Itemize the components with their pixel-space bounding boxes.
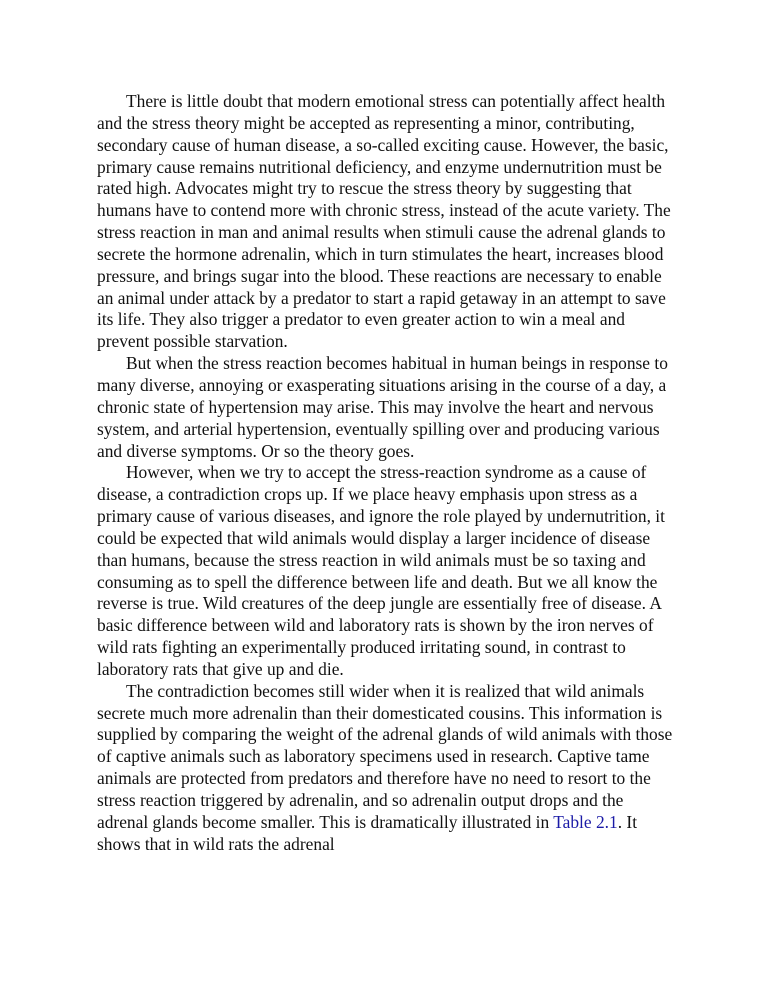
document-page <box>97 91 677 856</box>
table-2-1-link[interactable]: Table 2.1 <box>553 811 618 832</box>
paragraph-4-text-end: . It shows that in wild rats the adrenal <box>97 811 638 854</box>
paragraph-4 <box>97 681 677 856</box>
paragraph-1: There is little doubt that modern emotional stress can potentially affect health and the stress theory might be accepted as representing a minor, contributing, secondary cause of human disease, a so-called exciting cause. However, the basic, primary cause remains nutritional deficiency, and enzyme undernutrition must be rated high. Advocates might try to rescue the stress theory by suggesting that humans have to contend more with chronic stress, instead of the acute variety. The stress reaction in man and animal results when stimuli cause the adrenal glands to secrete the hormone adrenalin, which in turn stimulates the heart, increases blood pressure, and brings sugar into the blood. These reactions are necessary to enable an animal under attack by a predator to start a rapid getaway in an attempt to save its life. They also trigger a predator to even greater action to win a meal and prevent possible starvation. <box>97 91 671 352</box>
paragraph-4-text-start: The contradiction becomes still wider when it is realized that wild animals secrete much more adrenalin than their domesticated cousins. This information is supplied by comparing the weight of the adrenal glands of wild animals with those of captive animals such as laboratory specimens used in research. Captive tame animals are protected from predators and therefore have no need to resort to the stress reaction triggered by adrenalin, and so adrenalin output drops and the adrenal glands become smaller. This is dramatically illustrated in <box>97 680 673 832</box>
paragraph-3: However, when we try to accept the stress-reaction syndrome as a cause of disease, a contradiction crops up. If we place heavy emphasis upon stress as a primary cause of various diseases, and ignore the role played by undernutrition, it could be expected that wild animals would display a larger incidence of disease than humans, because the stress reaction in wild animals must be so taxing and consuming as to spell the difference between life and death. But we all know the reverse is true. Wild creatures of the deep jungle are essentially free of disease. A basic difference between wild and laboratory rats is shown by the iron nerves of wild rats fighting an experimentally produced irritating sound, in contrast to laboratory rats that give up and die. <box>97 462 665 679</box>
paragraph-2: But when the stress reaction becomes habitual in human beings in response to many diverse, annoying or exasperating situations arising in the course of a day, a chronic state of hypertension may arise. This may involve the heart and nervous system, and arterial hypertension, eventually spilling over and producing various and diverse symptoms. Or so the theory goes. <box>97 353 668 461</box>
